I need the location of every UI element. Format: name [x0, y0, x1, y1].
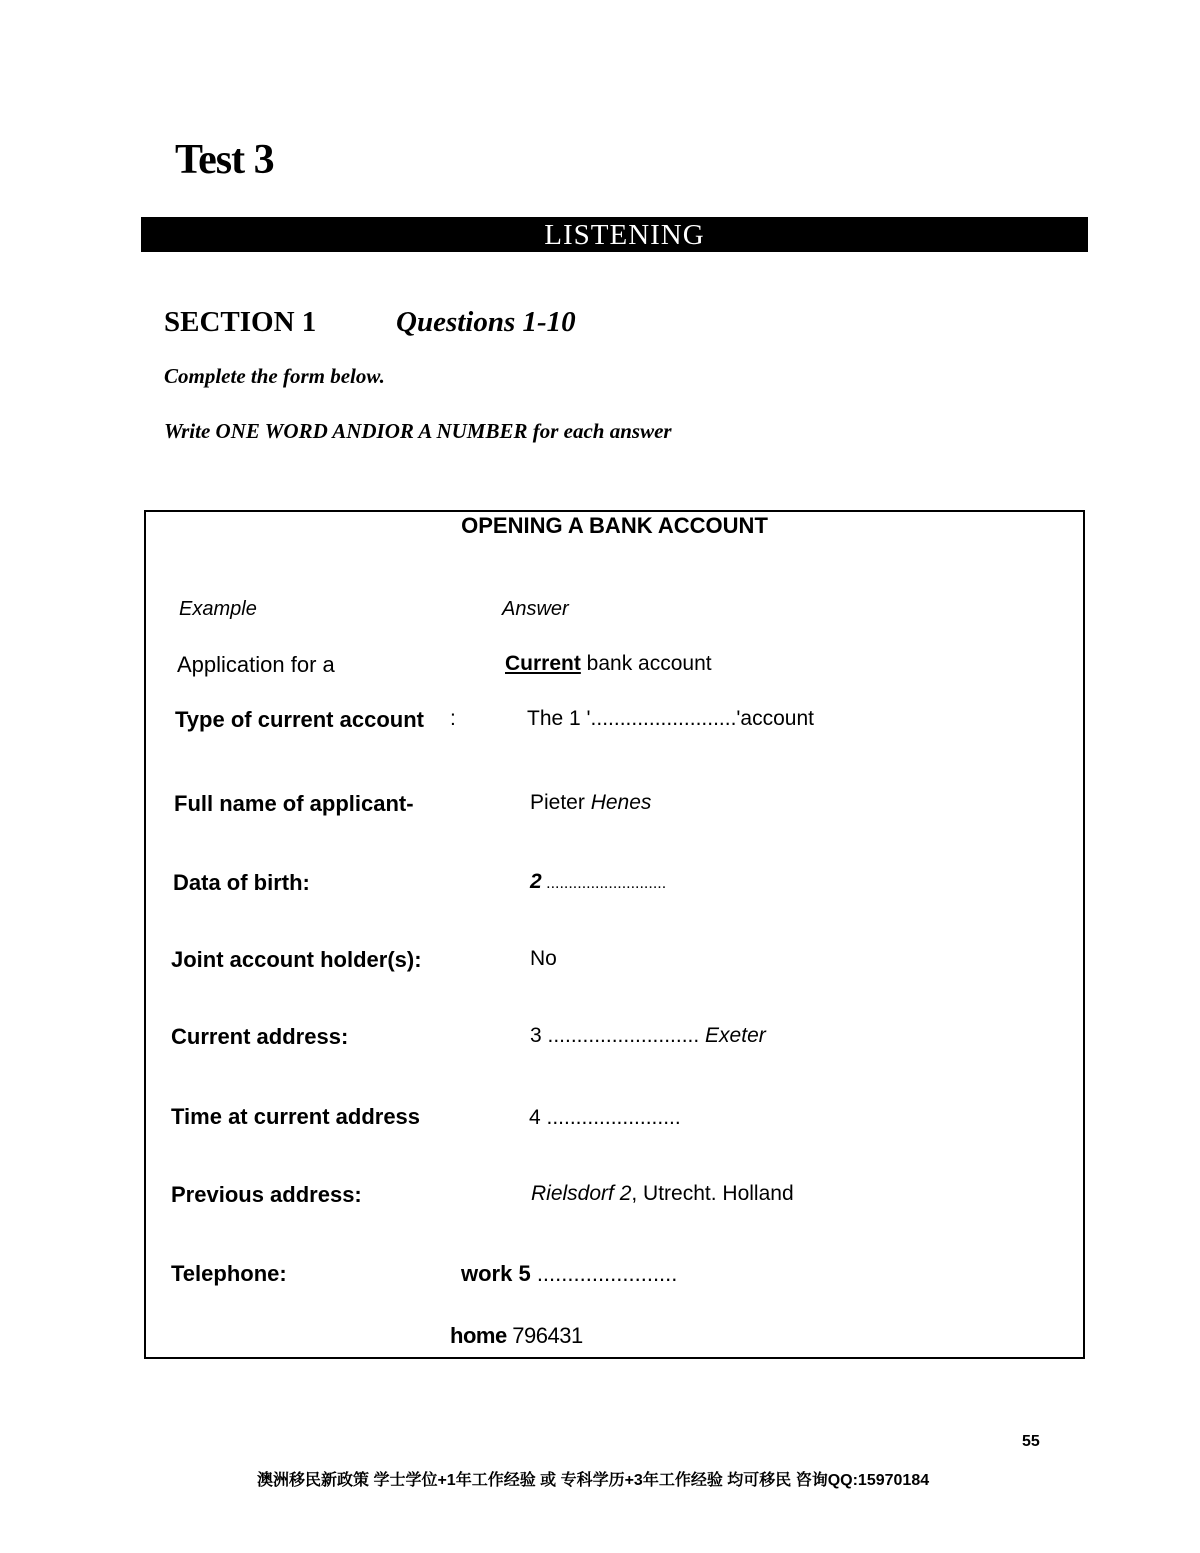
- section-label: SECTION 1: [164, 306, 317, 338]
- banner-text: LISTENING: [544, 219, 705, 251]
- listening-banner: [141, 217, 1088, 252]
- street-address: Rielsdorf 2: [531, 1182, 632, 1205]
- label-time-at-address: Time at current address: [171, 1104, 421, 1129]
- value-joint-holders: No: [530, 947, 557, 970]
- answer-blank-5[interactable]: [461, 1261, 677, 1287]
- home-phone: [450, 1323, 583, 1349]
- first-name: Pieter: [530, 791, 591, 814]
- value-previous-address: [531, 1182, 794, 1206]
- home-phone-prefix: home: [450, 1323, 507, 1348]
- city-country: , Utrecht. Holland: [631, 1182, 794, 1205]
- footer-advert: 澳洲移民新政策 学士学位+1年工作经验 或 专科学历+3年工作经验 均可移民 咨询QQ:15970184: [257, 1472, 930, 1489]
- test-title: Test 3: [175, 137, 274, 183]
- label-current-address: Current address:: [171, 1024, 349, 1049]
- instruction-word-limit: Write ONE WORD ANDIOR A NUMBER for each answer: [164, 419, 672, 443]
- bank-account-form: [144, 510, 1085, 1359]
- form-title: OPENING A BANK ACCOUNT: [461, 513, 768, 538]
- answer-blank-4[interactable]: 4 .......................: [529, 1106, 681, 1129]
- home-phone-number: 796431: [506, 1323, 583, 1348]
- blank-dots-3: 3 ..........................: [530, 1024, 706, 1047]
- label-full-name: Full name of applicant-: [174, 791, 414, 816]
- label-account-type: Type of current account: [175, 707, 424, 732]
- value-full-name: [530, 791, 651, 815]
- blank-dots-2: ...........................: [541, 875, 667, 892]
- example-answer-keyword: Current: [505, 652, 581, 675]
- question-number-2: 2: [530, 870, 542, 893]
- label-previous-address: Previous address:: [171, 1182, 362, 1207]
- answer-blank-3[interactable]: [530, 1024, 766, 1048]
- label-telephone: Telephone:: [171, 1261, 287, 1286]
- instruction-complete-form: Complete the form below.: [164, 364, 385, 388]
- label-joint-holders: Joint account holder(s):: [171, 947, 422, 972]
- city-exeter: Exeter: [705, 1024, 766, 1047]
- blank-dots-5: .......................: [530, 1261, 678, 1286]
- label-account-type-sep: :: [450, 707, 456, 730]
- page-number: 55: [1022, 1433, 1040, 1450]
- work-phone-prefix: work 5: [461, 1261, 531, 1286]
- example-label: Application for a: [177, 652, 335, 677]
- example-answer-rest: bank account: [580, 652, 712, 675]
- answer-blank-2[interactable]: [530, 870, 666, 894]
- answer-header: Answer: [502, 598, 569, 620]
- example-answer: [505, 652, 712, 676]
- surname: Henes: [590, 791, 652, 814]
- example-header: Example: [179, 598, 257, 620]
- label-date-of-birth: Data of birth:: [173, 870, 310, 895]
- answer-blank-1[interactable]: The 1 '.........................'account: [527, 707, 814, 730]
- questions-label: Questions 1-10: [396, 306, 576, 338]
